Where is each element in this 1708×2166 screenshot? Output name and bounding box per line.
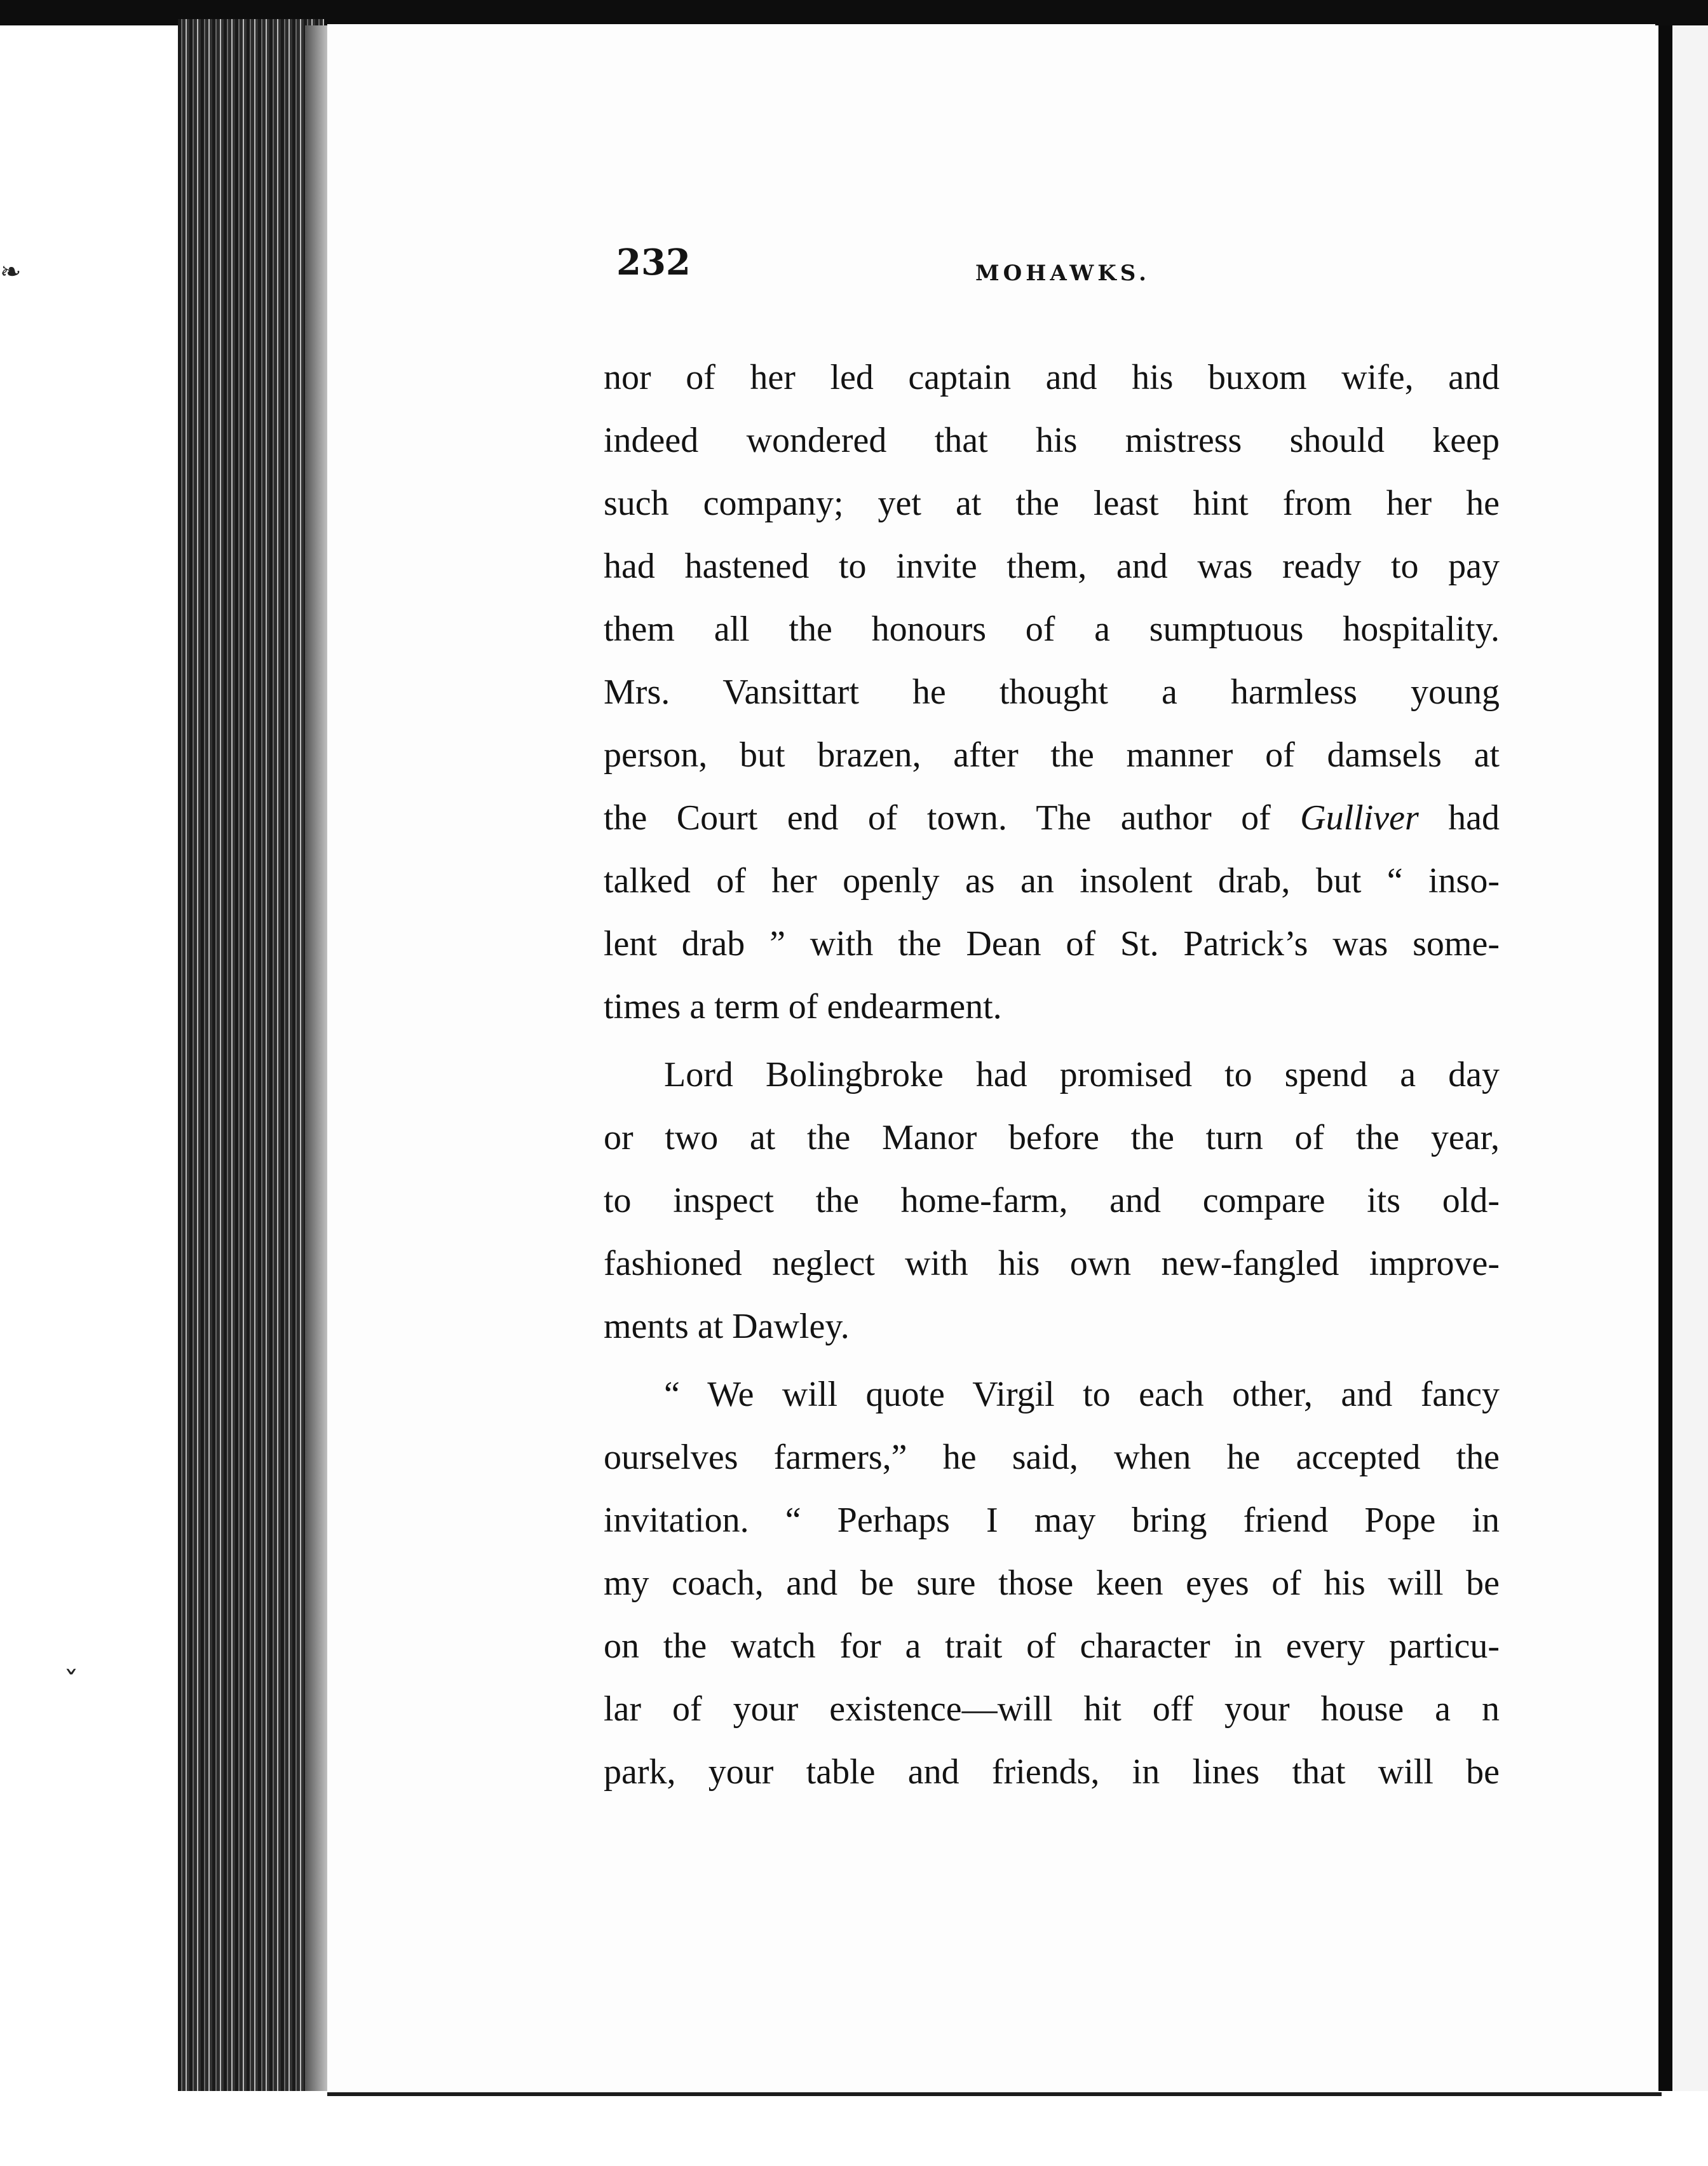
facing-page-sliver — [1672, 25, 1708, 2091]
text-line: had hastened to invite them, and was ready to pay — [604, 547, 1500, 586]
text-line: ourselves farmers,” he said, when he accepted the — [604, 1438, 1500, 1477]
text-line: or two at the Manor before the turn of the year, — [604, 1118, 1500, 1157]
scan-speck: ˇ — [64, 1665, 79, 1701]
text-line: “ We will quote Virgil to each other, and fancy — [664, 1375, 1500, 1414]
text-line: Mrs. Vansittart he thought a harmless young — [604, 672, 1500, 712]
text-line: lar of your existence—will hit off your house a n — [604, 1689, 1500, 1729]
text-line: person, but brazen, after the manner of damsels at — [604, 735, 1500, 775]
text-line: indeed wondered that his mistress should keep — [604, 421, 1500, 460]
running-head: MOHAWKS. — [975, 261, 1150, 286]
text-line: invitation. “ Perhaps I may bring friend Pope in — [604, 1501, 1500, 1540]
text-line: such company; yet at the least hint from her he — [604, 484, 1500, 523]
text-line: times a term of endearment. — [604, 987, 1002, 1026]
binding-edge — [1658, 25, 1672, 2091]
text-line: to inspect the home-farm, and compare its old- — [604, 1181, 1500, 1220]
text-line: my coach, and be sure those keen eyes of his will be — [604, 1563, 1500, 1603]
text-line: fashioned neglect with his own new-fangled improve- — [604, 1244, 1500, 1283]
scan-speck: ❧ — [0, 257, 22, 287]
gutter-shadow — [305, 25, 330, 2091]
text-line: nor of her led captain and his buxom wife, and — [604, 358, 1500, 397]
text-line: on the watch for a trait of character in every particu- — [604, 1626, 1500, 1666]
page-header — [616, 242, 1512, 305]
text-line: lent drab ” with the Dean of St. Patrick’s was some- — [604, 924, 1500, 964]
paragraph — [604, 1044, 1500, 1358]
body-text — [604, 346, 1500, 1804]
text-line: ments at Dawley. — [604, 1307, 850, 1346]
text-line: the Court end of town. The author of Gulliver had — [604, 798, 1500, 838]
text-line: them all the honours of a sumptuous hospitality. — [604, 610, 1500, 649]
italic-title: Gulliver — [1300, 798, 1419, 838]
paragraph — [604, 346, 1500, 1039]
text-line: park, your table and friends, in lines that will be — [604, 1752, 1500, 1792]
paragraph — [604, 1363, 1500, 1804]
page-edges-stack — [178, 19, 324, 2091]
page-number: 232 — [616, 242, 691, 283]
scanner-bottom-margin — [0, 2096, 1708, 2166]
text-line: talked of her openly as an insolent drab, but “ inso- — [604, 861, 1500, 901]
text-line: Lord Bolingbroke had promised to spend a day — [664, 1055, 1500, 1094]
